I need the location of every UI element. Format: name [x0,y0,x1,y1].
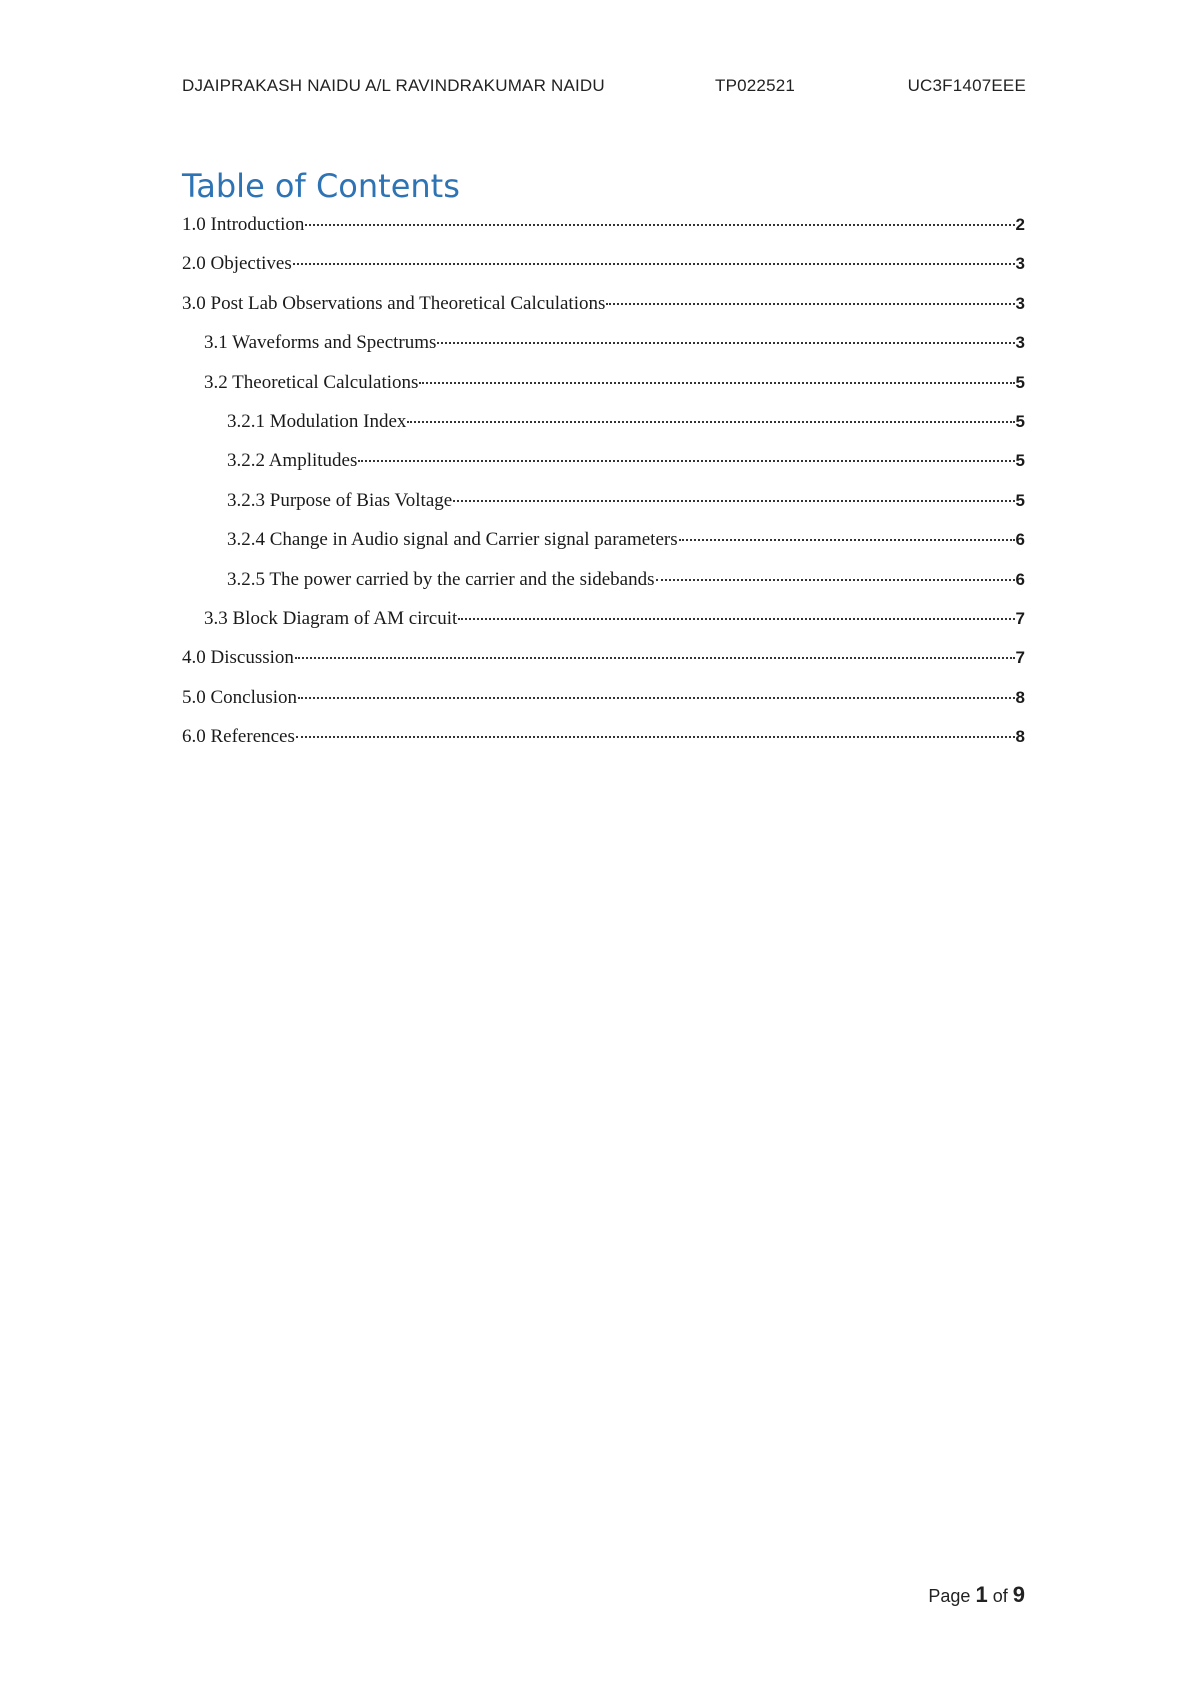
toc-entry-text[interactable]: 2.0 Objectives [182,253,292,275]
header-student-id: TP022521 [715,76,796,95]
toc-title: Table of Contents [182,167,460,205]
toc-entry-page-number[interactable]: 5 [1015,490,1025,510]
toc-entry[interactable] [182,291,1025,330]
toc-entry[interactable] [182,448,1025,487]
toc-entry-page-number[interactable]: 5 [1015,451,1025,471]
toc-dot-leader [419,382,1014,384]
toc-entry-text[interactable]: 6.0 References [182,726,295,748]
toc-entry[interactable] [182,685,1025,724]
toc-entry-page-number[interactable]: 6 [1015,569,1025,589]
toc-dot-leader [437,342,1014,344]
toc-entry[interactable] [182,527,1025,566]
toc-entry[interactable] [182,330,1025,369]
toc-dot-leader [453,500,1014,502]
toc-entry[interactable] [182,370,1025,409]
footer-page-word: Page [928,1586,971,1606]
page-footer [928,1582,1025,1608]
toc-entry-page-number[interactable]: 8 [1015,687,1025,707]
toc-dot-leader [407,421,1014,423]
toc-entry-text[interactable]: 3.2 Theoretical Calculations [204,371,419,393]
toc-entry-text[interactable]: 3.2.2 Amplitudes [227,450,358,472]
toc-entry[interactable] [182,724,1025,763]
toc-entry[interactable] [182,606,1025,645]
toc-entry-page-number[interactable]: 7 [1015,608,1025,628]
toc-dot-leader [293,263,1015,265]
toc-entry[interactable] [182,645,1025,684]
toc-entry-text[interactable]: 3.3 Block Diagram of AM circuit [204,607,458,629]
header-intake-code: UC3F1407EEE [907,76,1026,95]
table-of-contents [182,212,1025,763]
toc-entry-page-number[interactable]: 8 [1015,727,1025,747]
toc-dot-leader [358,460,1014,462]
toc-entry-page-number[interactable]: 3 [1015,254,1025,274]
footer-of-word: of [992,1586,1008,1606]
toc-entry[interactable] [182,409,1025,448]
toc-dot-leader [458,618,1014,620]
toc-dot-leader [295,657,1015,659]
toc-entry-page-number[interactable]: 3 [1015,333,1025,353]
toc-entry-text[interactable]: 3.2.4 Change in Audio signal and Carrier signal parameters [227,529,678,551]
toc-entry-page-number[interactable]: 3 [1015,293,1025,313]
toc-entry-text[interactable]: 3.2.3 Purpose of Bias Voltage [227,489,453,511]
footer-total-pages: 9 [1012,1582,1025,1607]
toc-entry-text[interactable]: 3.2.5 The power carried by the carrier and the sidebands [227,568,655,590]
toc-entry-text[interactable]: 3.0 Post Lab Observations and Theoretical Calculations [182,292,606,314]
toc-entry-page-number[interactable]: 5 [1015,411,1025,431]
toc-dot-leader [656,579,1015,581]
toc-entry[interactable] [182,567,1025,606]
toc-entry[interactable] [182,488,1025,527]
toc-entry-page-number[interactable]: 5 [1015,372,1025,392]
toc-entry-page-number[interactable]: 6 [1015,530,1025,550]
toc-dot-leader [296,736,1015,738]
toc-entry-text[interactable]: 3.1 Waveforms and Spectrums [204,332,437,354]
toc-dot-leader [305,224,1014,226]
toc-entry-text[interactable]: 5.0 Conclusion [182,686,298,708]
footer-current-page: 1 [975,1582,988,1607]
toc-entry[interactable] [182,251,1025,290]
toc-dot-leader [298,697,1014,699]
toc-entry-text[interactable]: 1.0 Introduction [182,214,305,235]
toc-dot-leader [606,303,1014,305]
page-header [182,76,1026,100]
toc-entry-text[interactable]: 4.0 Discussion [182,647,294,669]
header-author: DJAIPRAKASH NAIDU A/L RAVINDRAKUMAR NAIDU [182,76,605,95]
toc-dot-leader [679,539,1015,541]
toc-entry-text[interactable]: 3.2.1 Modulation Index [227,410,407,432]
toc-entry-page-number[interactable]: 7 [1015,648,1025,668]
toc-entry[interactable] [182,212,1025,251]
toc-entry-page-number[interactable]: 2 [1015,215,1025,234]
